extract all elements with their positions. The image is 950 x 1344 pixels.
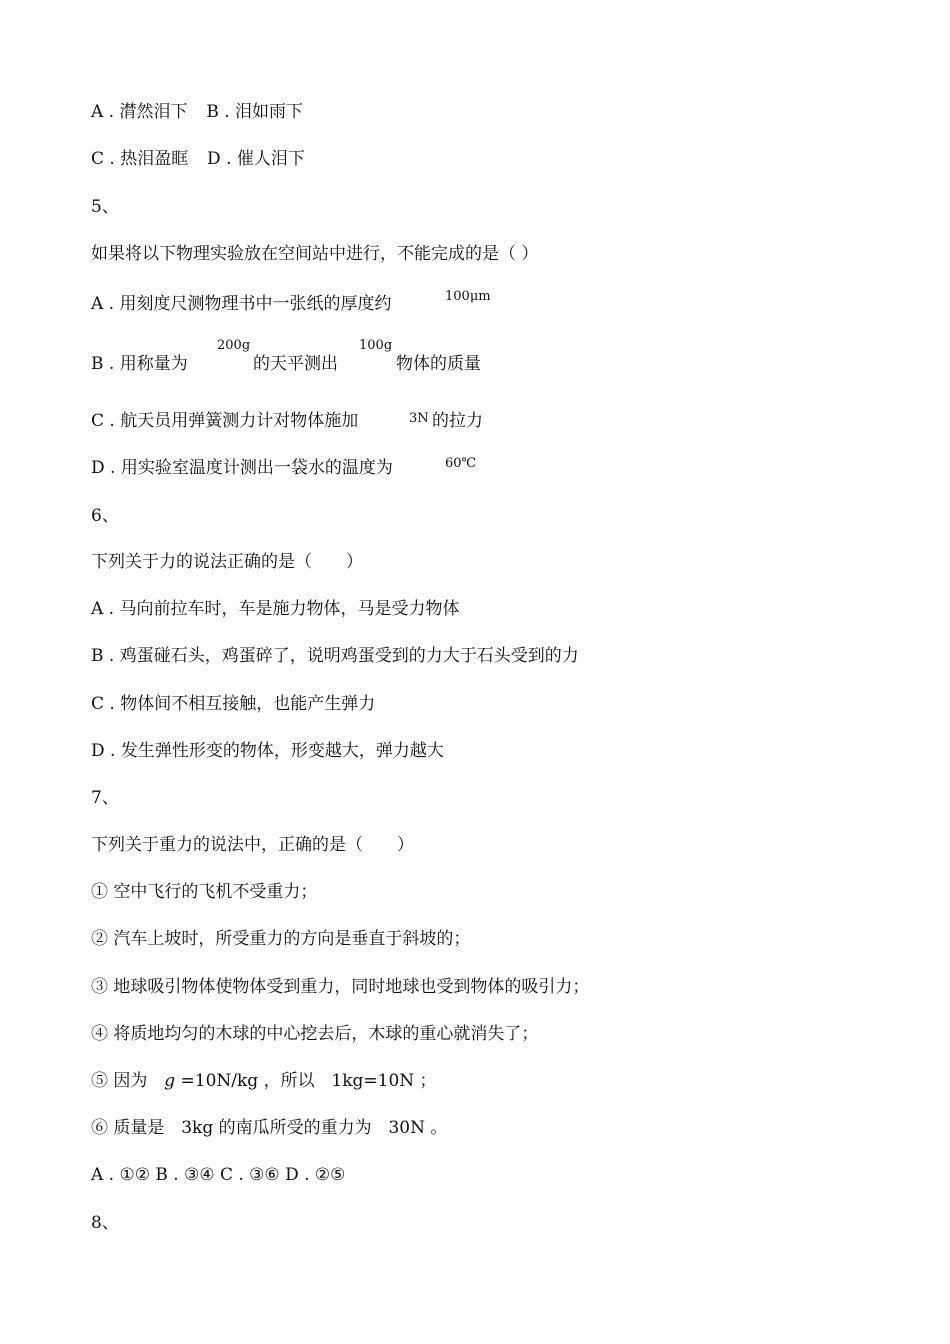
q7-item-6-end: 。: [430, 1118, 448, 1138]
q7-item-2: ② 汽车上坡时，所受重力的方向是垂直于斜坡的；: [91, 929, 471, 949]
q4-options-row-2: [91, 148, 305, 170]
q5-option-b-text-1: B . 用称量为: [91, 354, 188, 374]
q5-option-d: [91, 457, 393, 479]
q7-item-1: ① 空中飞行的飞机不受重力；: [91, 882, 318, 902]
q7-number: 7、: [91, 788, 119, 808]
q7-item-4: ④ 将质地均匀的木球的中心挖去后，木球的重心就消失了；: [91, 1024, 539, 1044]
q6-option-a: A . 马向前拉车时，车是施力物体，马是受力物体: [91, 599, 460, 619]
q5-option-b-value-2: 100g: [359, 338, 393, 353]
q7-item-5-prefix: ⑤ 因为: [91, 1071, 148, 1091]
q5-option-b-text-3: 物体的质量: [396, 354, 481, 374]
q5-option-d-text: D . 用实验室温度计测出一袋水的温度为: [91, 458, 393, 478]
q4-options-row-1: [91, 101, 303, 123]
q7-options: A . ①② B . ③④ C . ③⑥ D . ②⑤: [91, 1165, 346, 1185]
q4-option-a: A . 潸然泪下: [91, 102, 188, 122]
q7-item-6-mass: 3kg: [181, 1118, 214, 1138]
q7-stem: 下列关于重力的说法中，正确的是（ ）: [91, 835, 414, 855]
q7-item-5-end: 1kg=10N ；: [331, 1071, 437, 1091]
q7-item-5-g: g: [164, 1071, 176, 1091]
q7-item-6-force: 30N: [388, 1118, 425, 1138]
q5-option-c: [91, 410, 358, 432]
q7-item-6-prefix: ⑥ 质量是: [91, 1118, 165, 1138]
q8-number: 8、: [91, 1213, 119, 1233]
q7-item-6: [91, 1117, 447, 1139]
q6-stem: 下列关于力的说法正确的是（ ）: [91, 552, 363, 572]
q6-option-c: C . 物体间不相互接触，也能产生弹力: [91, 694, 376, 714]
q6-option-b: B . 鸡蛋碰石头，鸡蛋碎了，说明鸡蛋受到的力大于石头受到的力: [91, 646, 579, 666]
q5-option-a-text: A . 用刻度尺测物理书中一张纸的厚度约: [91, 294, 392, 314]
q7-item-5: [91, 1070, 437, 1092]
q7-item-5-mid: =10N/kg ，所以: [180, 1071, 315, 1091]
q5-option-d-value: 60℃: [445, 456, 477, 471]
q5-stem: 如果将以下物理实验放在空间站中进行，不能完成的是（ ）: [91, 244, 539, 264]
q5-option-c-text-1: C . 航天员用弹簧测力计对物体施加: [91, 411, 359, 431]
q5-option-c-text-2: 的拉力: [432, 411, 483, 431]
q7-item-3: ③ 地球吸引物体使物体受到重力，同时地球也受到物体的吸引力；: [91, 977, 590, 997]
q5-option-c-value: 3N: [409, 411, 429, 426]
q5-option-b-text-2: 的天平测出: [253, 354, 338, 374]
q4-option-b: B . 泪如雨下: [206, 102, 304, 122]
q5-number: 5、: [91, 197, 119, 217]
q7-item-6-mid: 的南瓜所受的重力为: [218, 1118, 372, 1138]
q6-number: 6、: [91, 506, 119, 526]
q5-option-b: [91, 353, 188, 375]
q6-option-d: D . 发生弹性形变的物体，形变越大，弹力越大: [91, 741, 444, 761]
q4-option-d: D . 催人泪下: [207, 149, 305, 169]
q5-option-a: [91, 293, 392, 315]
q5-option-a-value: 100μm: [445, 289, 491, 304]
q4-option-c: C . 热泪盈眶: [91, 149, 189, 169]
q5-option-b-value-1: 200g: [217, 338, 251, 353]
